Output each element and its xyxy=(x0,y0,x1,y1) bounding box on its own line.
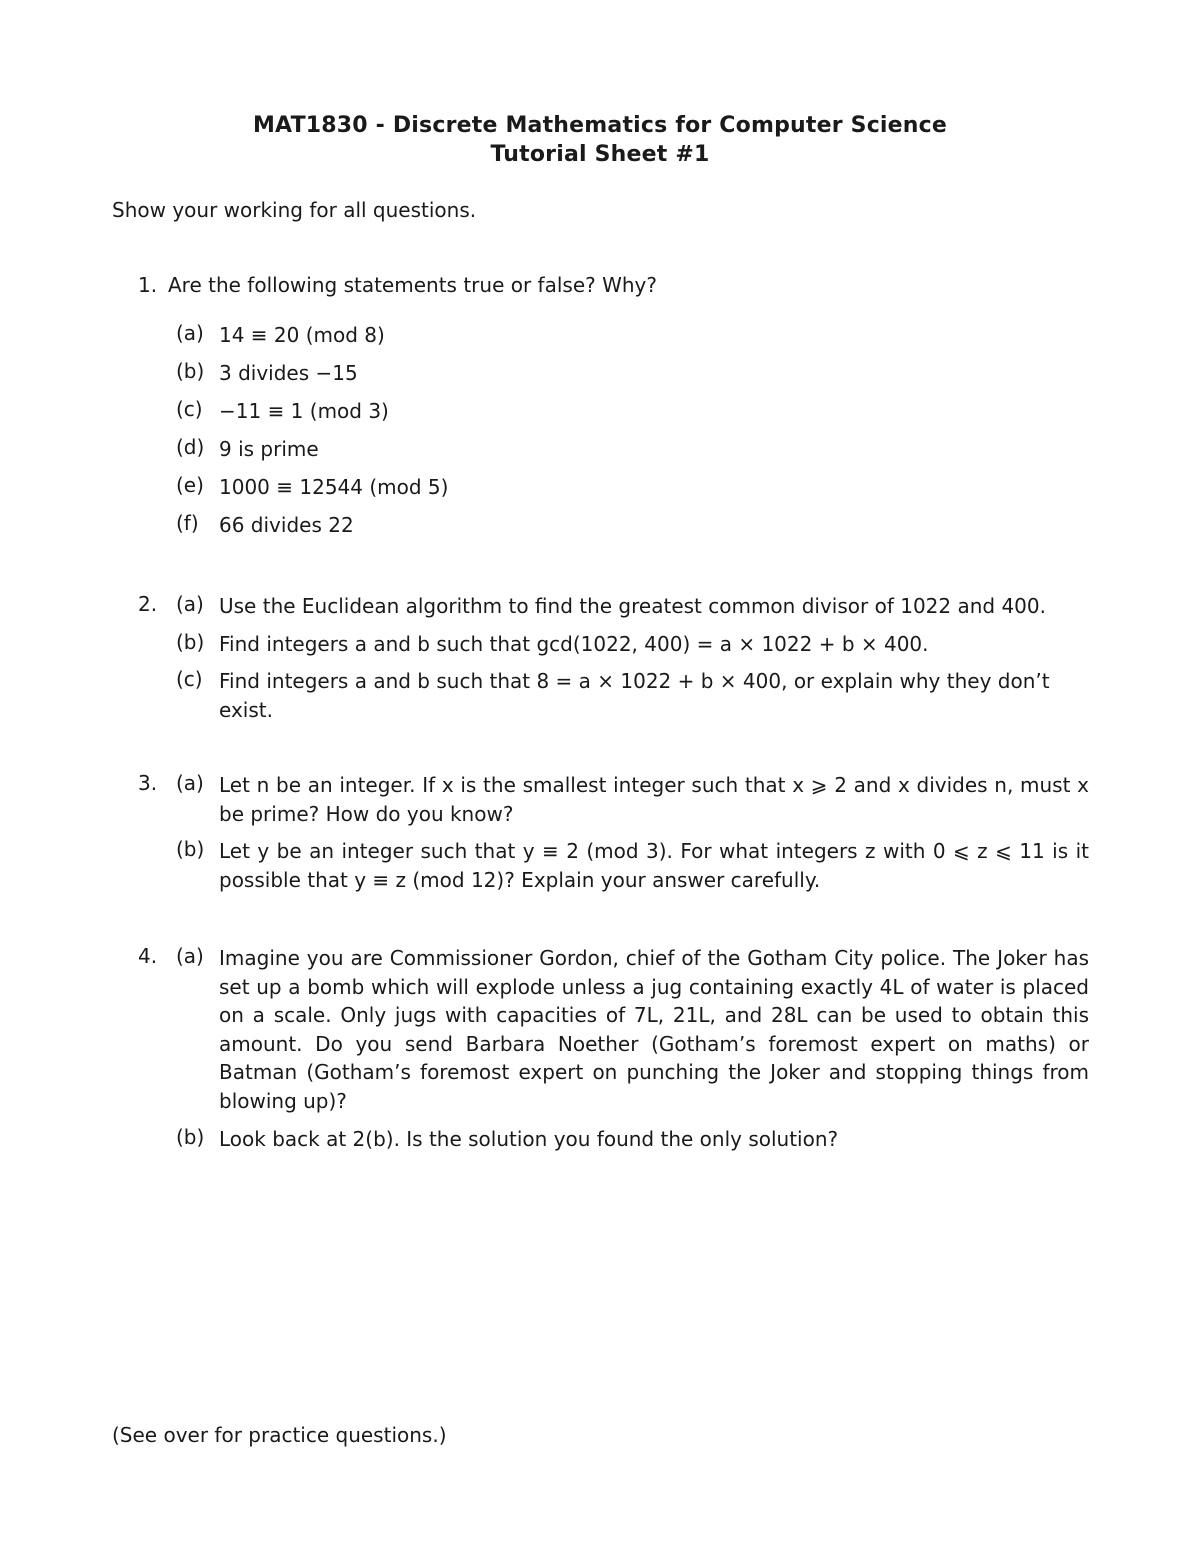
part-label: (f) xyxy=(176,511,199,535)
part-text: 14 ≡ 20 (mod 8) xyxy=(219,323,385,347)
part-label: (e) xyxy=(176,473,204,497)
part-label: (a) xyxy=(176,771,204,795)
part-label: (c) xyxy=(176,667,203,691)
part-text: Look back at 2(b). Is the solution you found the only solution? xyxy=(219,1127,839,1151)
question-number: 4. xyxy=(138,944,158,968)
part-text: Use the Euclidean algorithm to find the greatest common divisor of 1022 and 400. xyxy=(219,594,1046,618)
part-text: Let n be an integer. If x is the smallest integer such that x ⩾ 2 and x divides n, must x be prime? How do you know? xyxy=(219,773,1089,826)
question-number: 1. xyxy=(138,273,158,297)
part-text: 9 is prime xyxy=(219,437,319,461)
part-label: (b) xyxy=(176,837,205,861)
footer-note: (See over for practice questions.) xyxy=(112,1423,447,1447)
part-label: (d) xyxy=(176,435,205,459)
part-label: (a) xyxy=(176,944,204,968)
part-label: (c) xyxy=(176,397,203,421)
part-text: Find integers a and b such that gcd(1022, 400) = a × 1022 + b × 400. xyxy=(219,632,929,656)
part-label: (a) xyxy=(176,592,204,616)
part-label: (b) xyxy=(176,630,205,654)
part-text: 1000 ≡ 12544 (mod 5) xyxy=(219,475,449,499)
part-text: Imagine you are Commissioner Gordon, chief of the Gotham City police. The Joker has set up a bomb which will explode unless a jug containing exactly 4L of water is placed on a scale. Only jugs with capacities of 7L, 21L, and 28L can be used to obtain this amount. Do you send Barbara Noether (Gotham’s foremost expert on maths) or Batman (Gotham’s foremost expert on punching the Joker and stopping things from blowing up)? xyxy=(219,946,1089,1113)
part-label: (a) xyxy=(176,321,204,345)
part-text: Find integers a and b such that 8 = a × 1022 + b × 400, or explain why they don’t exist. xyxy=(219,669,1050,722)
instructions: Show your working for all questions. xyxy=(112,198,477,222)
question-number: 3. xyxy=(138,771,158,795)
part-text: 66 divides 22 xyxy=(219,513,354,537)
part-text: 3 divides −15 xyxy=(219,361,358,385)
part-label: (b) xyxy=(176,359,205,383)
part-text: −11 ≡ 1 (mod 3) xyxy=(219,399,389,423)
part-label: (b) xyxy=(176,1125,205,1149)
question-text: Are the following statements true or false? Why? xyxy=(168,273,657,297)
question-number: 2. xyxy=(138,592,158,616)
page-subtitle: Tutorial Sheet #1 xyxy=(490,142,710,167)
page-title: MAT1830 - Discrete Mathematics for Computer Science xyxy=(252,113,948,138)
part-text: Let y be an integer such that y ≡ 2 (mod 3). For what integers z with 0 ⩽ z ⩽ 11 is it possible that y ≡ z (mod 12)? Explain your answer carefully. xyxy=(219,839,1089,892)
